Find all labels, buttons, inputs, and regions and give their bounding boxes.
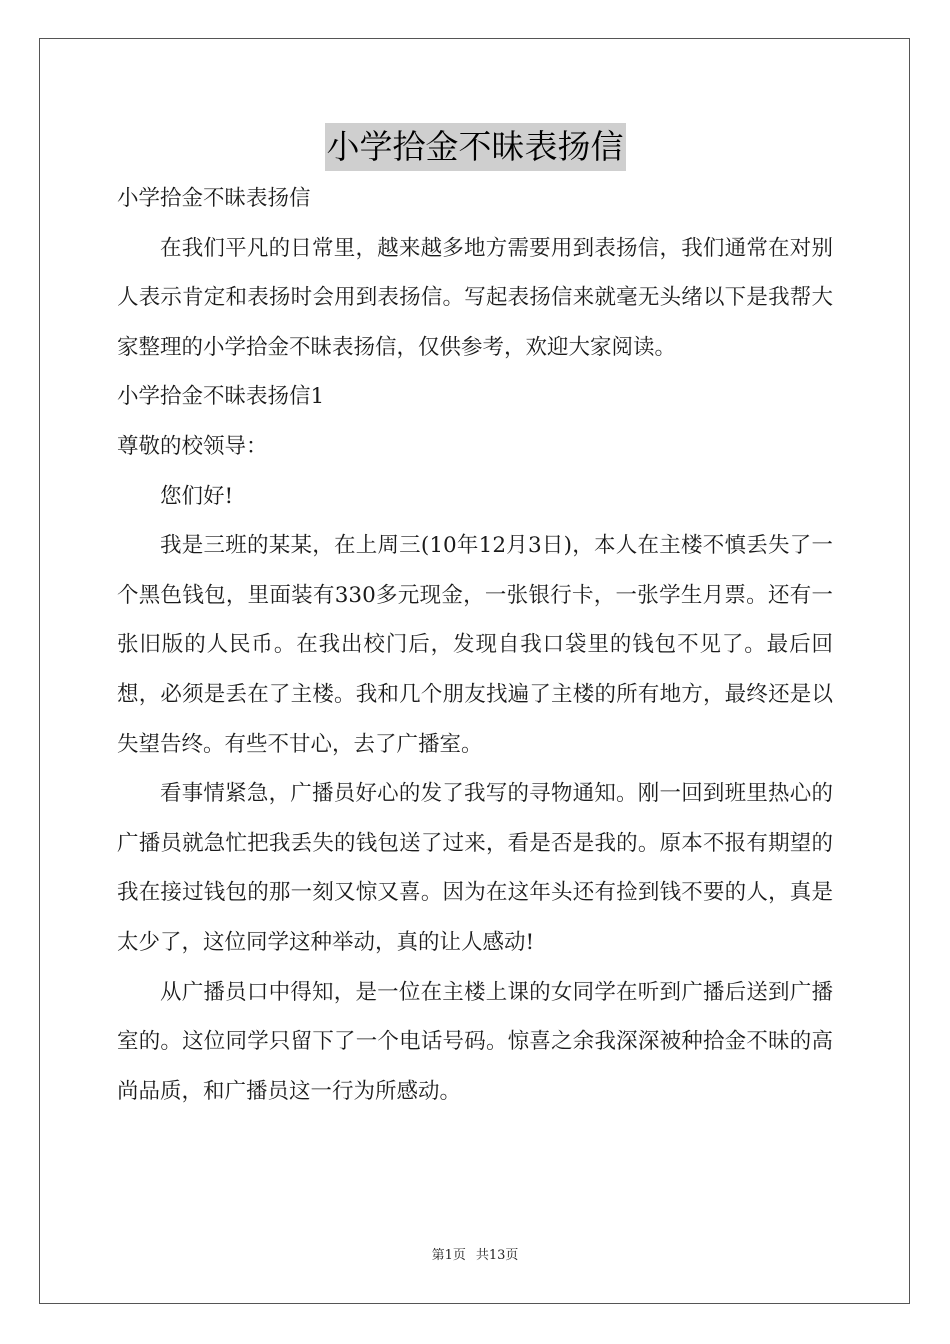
paragraph: 我是三班的某某，在上周三(10年12月3日)，本人在主楼不慎丢失了一个黑色钱包，里面装有330多元现金，一张银行卡，一张学生月票。还有一张旧版的人民币。在我出校门后，发现自我口袋里的钱包不见了。最后回想，必须是丢在了主楼。我和几个朋友找遍了主楼的所有地方，最终还是以失望告终。有些不甘心，去了广播室。 — [117, 533, 833, 757]
document-title: 小学拾金不昧表扬信 — [325, 123, 626, 171]
page-total: 共13页 — [475, 1248, 519, 1263]
document-body — [117, 174, 833, 1116]
paragraph: 小学拾金不昧表扬信 — [117, 186, 311, 211]
paragraph: 尊敬的校领导： — [117, 433, 268, 459]
title-area — [0, 123, 950, 171]
paragraph: 看事情紧急，广播员好心的发了我写的寻物通知。刚一回到班里热心的广播员就急忙把我丢失的钱包送了过来，看是否是我的。原本不报有期望的我在接过钱包的那一刻又惊又喜。因为在这年头还有捡到钱不要的人，真是太少了，这位同学这种举动，真的让人感动! — [117, 781, 833, 955]
paragraph: 从广播员口中得知，是一位在主楼上课的女同学在听到广播后送到广播室的。这位同学只留下了一个电话号码。惊喜之余我深深被种拾金不昧的高尚品质，和广播员这一行为所感动。 — [117, 979, 833, 1104]
paragraph: 您们好! — [160, 483, 234, 509]
paragraph: 在我们平凡的日常里，越来越多地方需要用到表扬信，我们通常在对别人表示肯定和表扬时会用到表扬信。写起表扬信来就毫无头绪以下是我帮大家整理的小学拾金不昧表扬信，仅供参考，欢迎大家阅读。 — [117, 235, 833, 360]
page-number: 第1页 — [431, 1248, 466, 1263]
paragraph: 小学拾金不昧表扬信1 — [117, 384, 325, 410]
page-footer — [0, 1244, 950, 1263]
